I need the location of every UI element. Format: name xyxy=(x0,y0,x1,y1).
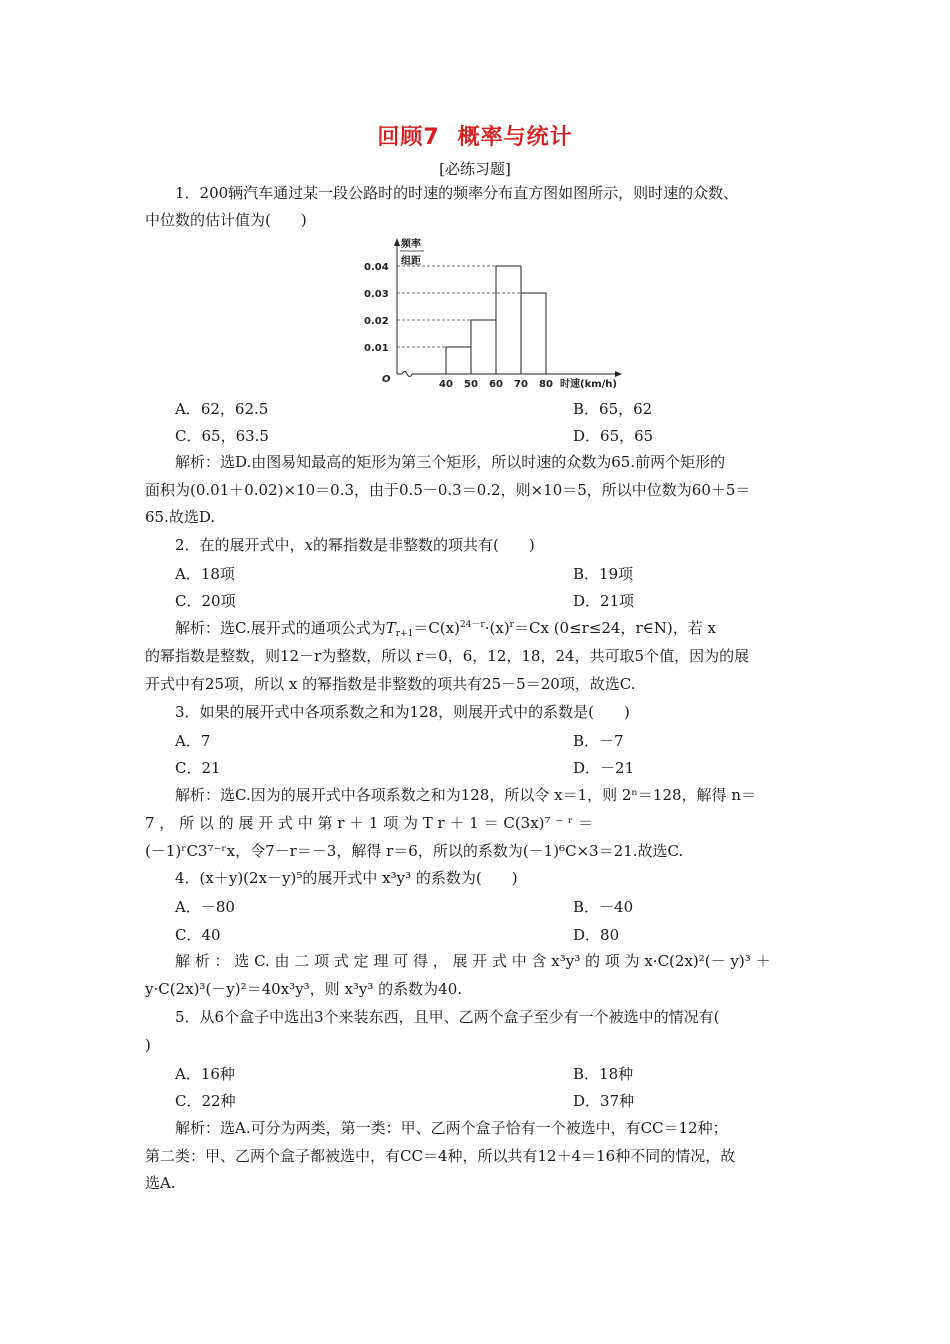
q3-stem: 3．如果的展开式中各项系数之和为128，则展开式中的系数是( ) xyxy=(175,703,630,721)
q3-solution-line3: (－1)ʳC3⁷⁻ʳx，令7－r＝－3，解得 r＝6，所以的系数为(－1)⁶C×3＝21.故选C. xyxy=(145,842,684,860)
q1-option-c: C．65，63.5 xyxy=(175,427,269,445)
q5-option-c: C．22种 xyxy=(175,1092,236,1110)
q1-option-a: A．62，62.5 xyxy=(175,400,269,418)
y-tick-label: 0.04 xyxy=(364,262,389,273)
y-axis-arrow xyxy=(394,238,400,246)
y-tick-label: 0.02 xyxy=(364,316,389,327)
q4-option-a: A．－80 xyxy=(175,898,235,916)
q4-stem: 4．(x＋y)(2x－y)⁵的展开式中 x³y³ 的系数为( ) xyxy=(175,869,518,887)
q2-option-b: B．19项 xyxy=(573,565,634,583)
histogram-bar xyxy=(471,320,496,374)
origin-label: O xyxy=(382,374,391,385)
q2-option-a: A．18项 xyxy=(175,565,235,583)
q2-sol1-b: ＝C(x) xyxy=(413,619,460,637)
q2-sol1-d: ＝Cx (0≤r≤24，r∈N)，若 x xyxy=(513,619,716,637)
q1-stem-line1: 1．200辆汽车通过某一段公路时的时速的频率分布直方图如图所示，则时速的众数、 xyxy=(175,184,739,202)
q2-sol1-a: 解析：选C.展开式的通项公式为 xyxy=(175,619,386,637)
histogram-bar xyxy=(446,347,471,374)
section-subtitle: [必练习题] xyxy=(439,160,511,178)
q4-option-d: D．80 xyxy=(573,926,620,944)
q3-option-d: D．－21 xyxy=(573,759,635,777)
q3-option-b: B．－7 xyxy=(573,732,624,750)
x-axis-arrow xyxy=(615,371,622,377)
x-tick-label: 50 xyxy=(464,379,478,390)
q2-sol1-c: ·(x) xyxy=(484,619,510,637)
title-number: 回顾7 xyxy=(377,125,440,150)
q2-option-d: D．21项 xyxy=(573,592,635,610)
q5-solution-line2: 第二类：甲、乙两个盒子都被选中，有CC＝4种，所以共有12＋4＝16种不同的情况，故 xyxy=(145,1147,736,1165)
q1-option-d: D．65，65 xyxy=(573,427,654,445)
histogram-bar xyxy=(521,293,546,374)
q2-sol1-sup1: 24－r xyxy=(459,620,485,630)
q2-stem-b: 的幂指数是非整数的项共有( ) xyxy=(313,536,535,554)
q1-solution-line2: 面积为(0.01＋0.02)×10＝0.3，由于0.5－0.3＝0.2，则×10＝5，所以中位数为60＋5＝ xyxy=(145,481,751,499)
q4-solution-line2: y·C(2x)³(－y)²＝40x³y³，则 x³y³ 的系数为40. xyxy=(145,980,463,998)
y-tick-label: 0.01 xyxy=(364,343,389,354)
q2-stem xyxy=(175,534,807,556)
y-label-denominator: 组距 xyxy=(401,256,421,267)
x-tick-label: 70 xyxy=(514,379,528,390)
q4-option-c: C．40 xyxy=(175,926,221,944)
q4-solution-line1: 解 析 ： 选 C. 由 二 项 式 定 理 可 得 ， 展 开 式 中 含 x³y³ 的 项 为 x·C(2x)²(－ y)³ ＋ xyxy=(175,952,771,970)
q2-stem-x: x xyxy=(304,536,314,554)
q5-solution-line1: 解析：选A.可分为两类，第一类：甲、乙两个盒子恰有一个被选中，有CC＝12种； xyxy=(175,1119,728,1137)
x-tick-label: 60 xyxy=(489,379,503,390)
q5-option-b: B．18种 xyxy=(573,1065,634,1083)
q5-stem-line1: 5．从6个盒子中选出3个来装东西，且甲、乙两个盒子至少有一个被选中的情况有( xyxy=(175,1008,720,1026)
q2-sol1-sub: r+1 xyxy=(395,629,414,639)
q2-solution-line3: 开式中有25项，所以 x 的幂指数是非整数的项共有25－5＝20项，故选C. xyxy=(145,675,636,693)
q1-stem-line2: 中位数的估计值为( ) xyxy=(145,211,307,229)
q1-solution-line3: 65.故选D. xyxy=(145,508,216,526)
q3-option-c: C．21 xyxy=(175,759,221,777)
x-tick-label: 40 xyxy=(439,379,453,390)
speed-histogram xyxy=(360,232,630,392)
q3-solution-line1: 解析：选C.因为的展开式中各项系数之和为128，所以令 x＝1，则 2ⁿ＝128，解得 n＝ xyxy=(175,786,756,804)
title-text: 概率与统计 xyxy=(457,125,573,150)
y-label-numerator: 频率 xyxy=(401,239,421,250)
y-tick-label: 0.03 xyxy=(364,289,389,300)
q2-sol1-T: T xyxy=(385,619,396,637)
q2-option-c: C．20项 xyxy=(175,592,236,610)
x-tick-label: 80 xyxy=(539,379,553,390)
page-title xyxy=(0,120,950,151)
q3-option-a: A．7 xyxy=(175,732,211,750)
q3-solution-line2: 7 ， 所 以 的 展 开 式 中 第 r ＋ 1 项 为 T r ＋ 1 ＝ C(3x)⁷ ⁻ ʳ ＝ xyxy=(145,814,593,832)
axis-break-mark xyxy=(402,372,412,377)
q5-solution-line3: 选A. xyxy=(145,1174,176,1192)
x-axis-label: 时速(km/h) xyxy=(560,379,617,390)
q2-solution-line1 xyxy=(175,617,807,639)
q5-option-d: D．37种 xyxy=(573,1092,635,1110)
q5-option-a: A．16种 xyxy=(175,1065,235,1083)
q2-solution-line2: 的幂指数是整数，则12－r为整数，所以 r＝0，6，12，18，24，共可取5个值，因为的展 xyxy=(145,647,750,665)
q4-option-b: B．－40 xyxy=(573,898,634,916)
q1-option-b: B．65，62 xyxy=(573,400,653,418)
q2-sol1-sup2: r xyxy=(509,620,514,630)
q1-solution-line1: 解析：选D.由图易知最高的矩形为第三个矩形，所以时速的众数为65.前两个矩形的 xyxy=(175,453,726,471)
histogram-bar xyxy=(496,266,521,374)
q2-stem-a: 2．在的展开式中， xyxy=(175,536,305,554)
q5-stem-line2: ) xyxy=(145,1036,151,1054)
